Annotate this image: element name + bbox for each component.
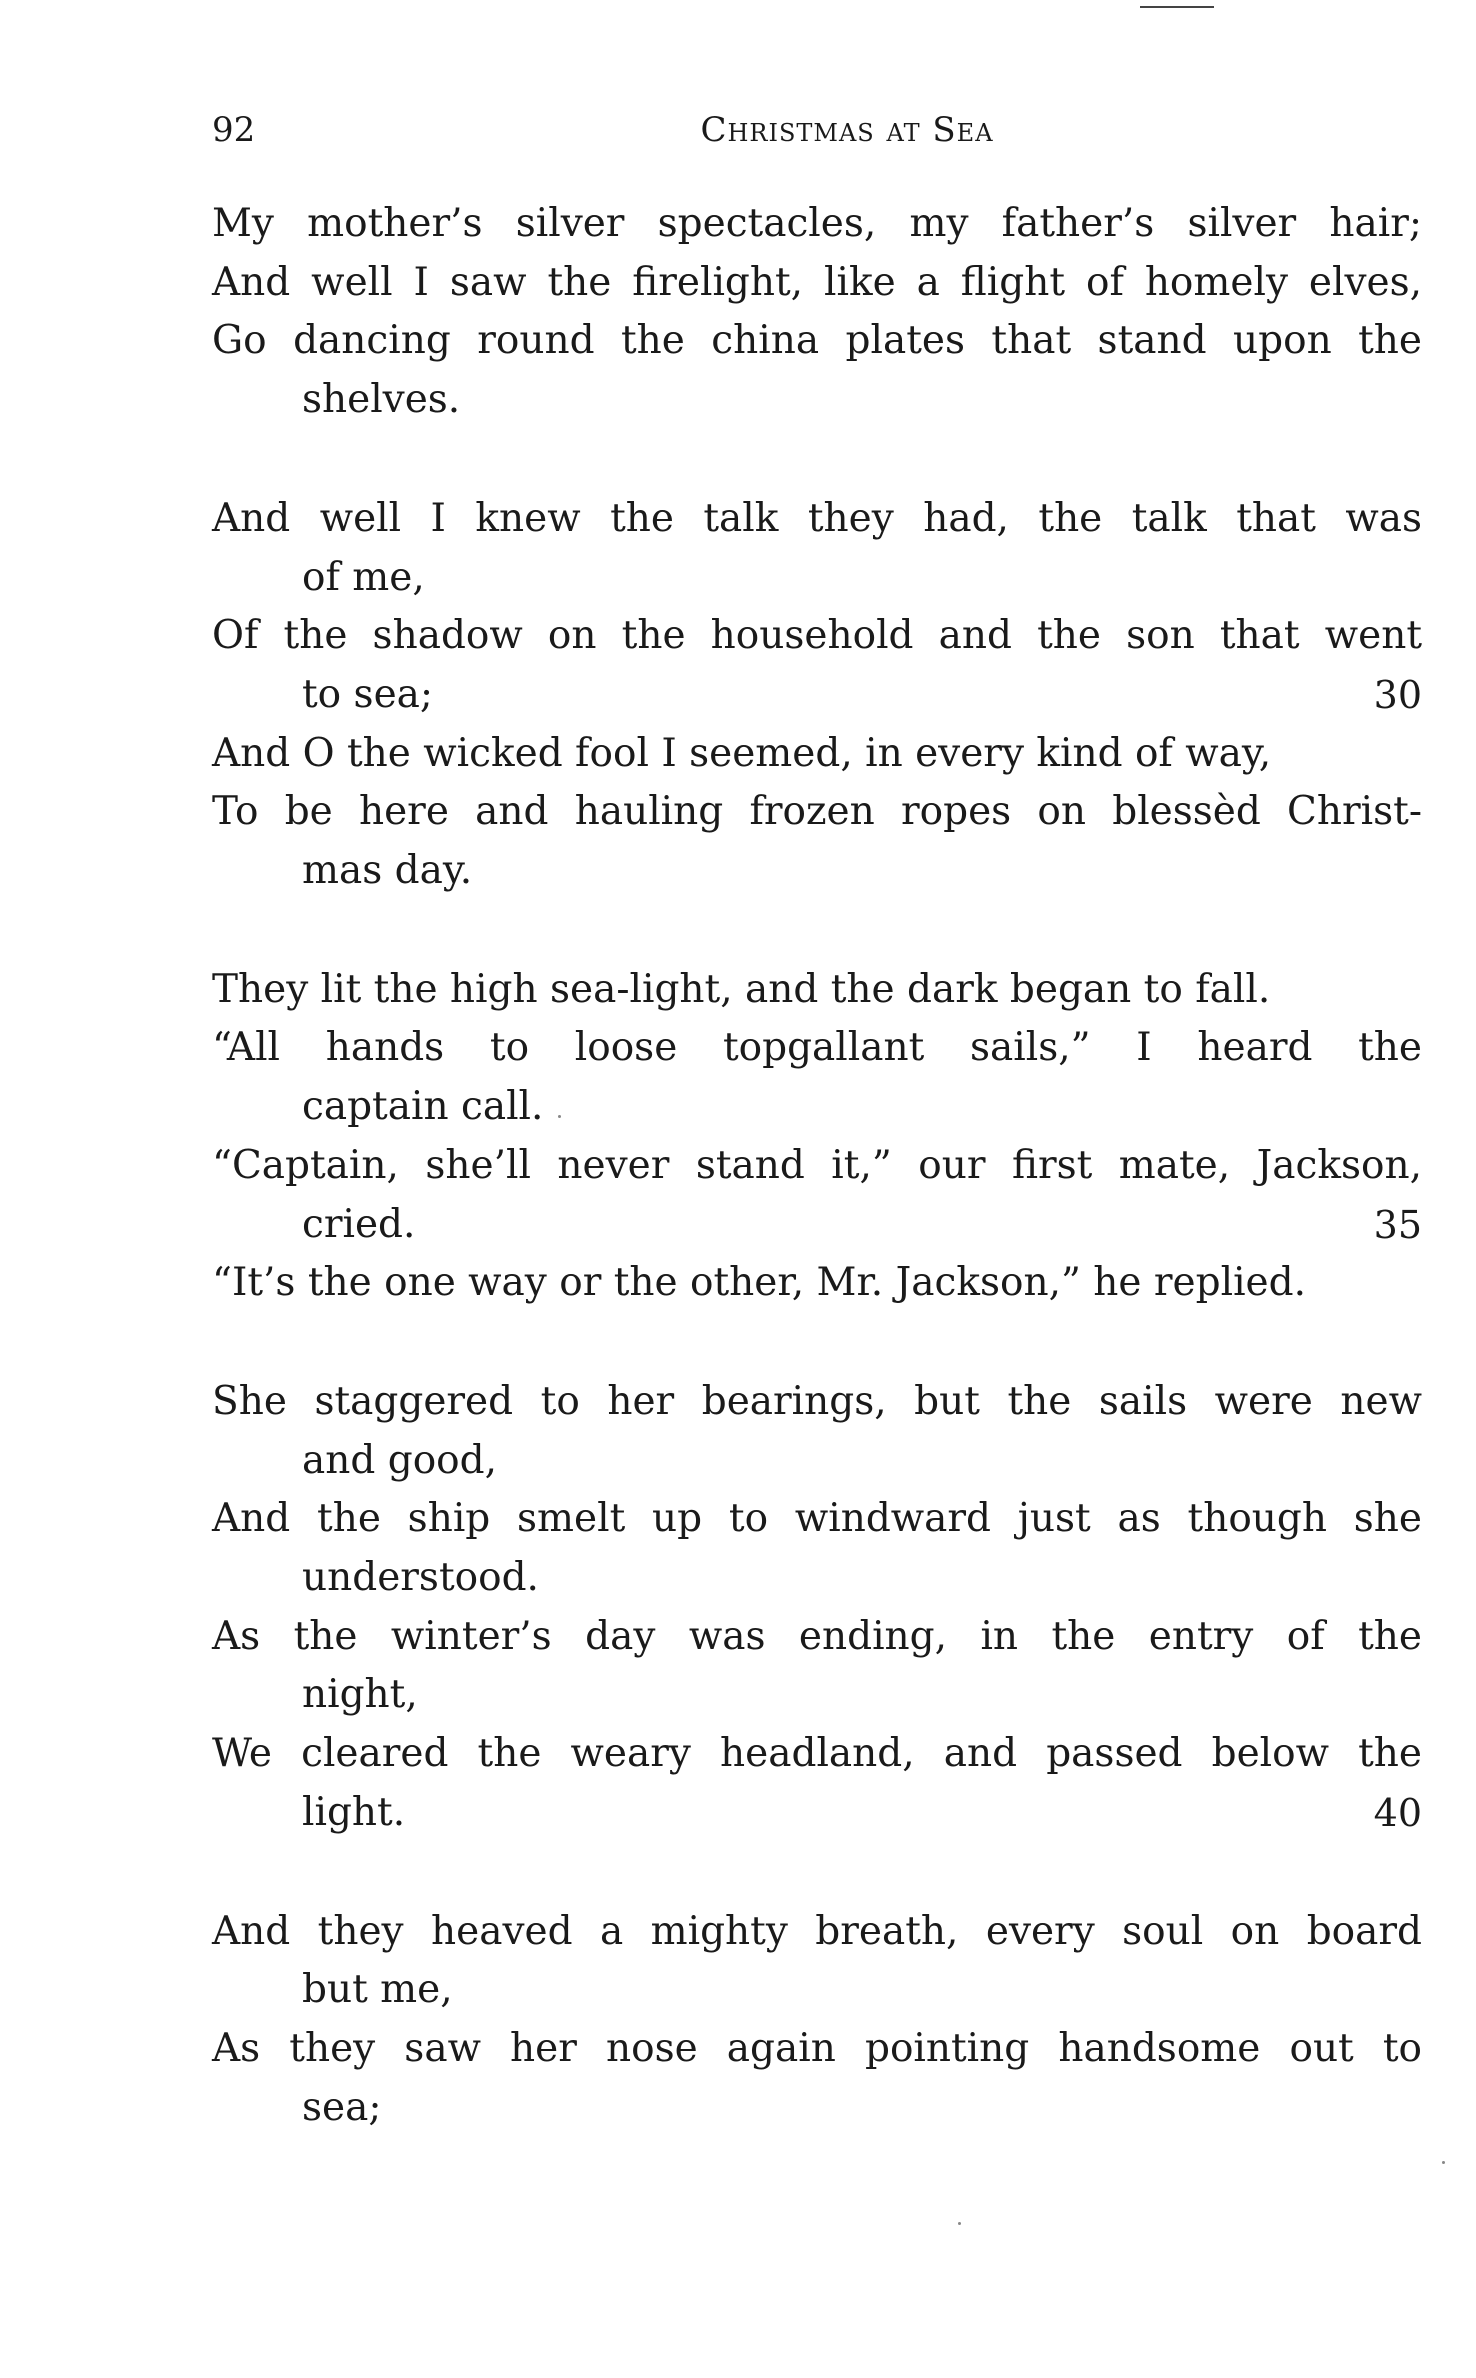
line-text: My mother’s silver spectacles, my father’s silver hair; [212,201,1422,246]
line-text: “It’s the one way or the other, Mr. Jackson,” he replied. [212,1260,1306,1306]
poem-line [212,1373,1422,1432]
line-text: To be here and hauling frozen ropes on blessèd Christ- [212,789,1422,835]
poem-line [212,961,1422,1020]
print-speck [958,2222,961,2225]
poem-line-continuation [212,1549,1422,1608]
page-number: 92 [212,110,256,150]
stanza [212,195,1422,430]
poem-line [212,725,1422,784]
poem-line-continuation [212,1196,1422,1255]
line-text: We cleared the weary headland, and passed below the [212,1731,1422,1777]
line-text: And well I knew the talk they had, the talk that was [212,495,1422,541]
poem-line-continuation [212,1666,1422,1725]
poem-line [212,2020,1422,2079]
poem-line-continuation [212,1432,1422,1491]
line-text: Go dancing round the china plates that stand upon the [212,318,1422,364]
top-rule [1140,6,1214,8]
poem-line [212,312,1422,371]
stanza [212,961,1422,1313]
line-text: And they heaved a mighty breath, every soul on board [212,1908,1422,1954]
line-text: of me, [302,554,425,600]
poem-line [212,1019,1422,1078]
poem-line-continuation [212,666,1422,725]
stanza [212,1903,1422,2138]
poem-line [212,490,1422,549]
poem-line-continuation [212,1078,1422,1137]
line-text: to sea; [302,671,434,717]
line-text: mas day. [302,848,473,894]
line-text: “All hands to loose topgallant sails,” I heard the [212,1025,1422,1071]
poem-line-continuation [212,549,1422,608]
poem-line-continuation [212,1961,1422,2020]
poem-body [212,195,1422,2197]
line-text: And O the wicked fool I seemed, in every kind of way, [212,730,1272,776]
poem-line [212,1137,1422,1196]
print-speck [558,1115,561,1118]
line-text: but me, [302,1967,453,2013]
line-text: They lit the high sea-light, and the dark began to fall. [212,966,1271,1012]
line-number: 30 [1373,672,1422,717]
stanza [212,1373,1422,1843]
poem-line-continuation [212,842,1422,901]
page-header [212,100,1422,160]
poem-line [212,254,1422,313]
poem-line [212,607,1422,666]
line-text: As the winter’s day was ending, in the entry of the [212,1613,1422,1659]
line-text: shelves. [302,377,461,423]
line-text: And well I saw the firelight, like a flight of homely elves, [212,259,1422,305]
line-text: Of the shadow on the household and the son that went [212,613,1422,659]
line-number: 40 [1373,1790,1422,1835]
line-text: captain call. [302,1084,544,1130]
poem-line [212,1490,1422,1549]
line-text: And the ship smelt up to windward just as though she [212,1496,1422,1542]
stanza [212,490,1422,901]
poem-line [212,195,1422,254]
line-text: “Captain, she’ll never stand it,” our first mate, Jackson, [212,1142,1422,1188]
poem-line [212,783,1422,842]
poem-line [212,1254,1422,1313]
line-text: light. [302,1789,406,1835]
line-text: night, [302,1672,418,1718]
line-text: understood. [302,1555,539,1601]
print-speck [1442,2161,1445,2164]
line-text: cried. [302,1201,416,1247]
line-text: sea; [302,2084,382,2130]
running-head: Christmas at Sea [700,110,994,150]
line-text: She staggered to her bearings, but the sails were new [212,1378,1422,1424]
line-text: As they saw her nose again pointing handsome out to [212,2025,1422,2071]
poem-line-continuation [212,371,1422,430]
line-number: 35 [1373,1202,1422,1247]
poem-line [212,1725,1422,1784]
line-text: and good, [302,1437,498,1483]
poem-line-continuation [212,2079,1422,2138]
poem-line-continuation [212,1784,1422,1843]
poem-line [212,1608,1422,1667]
poem-line [212,1903,1422,1962]
